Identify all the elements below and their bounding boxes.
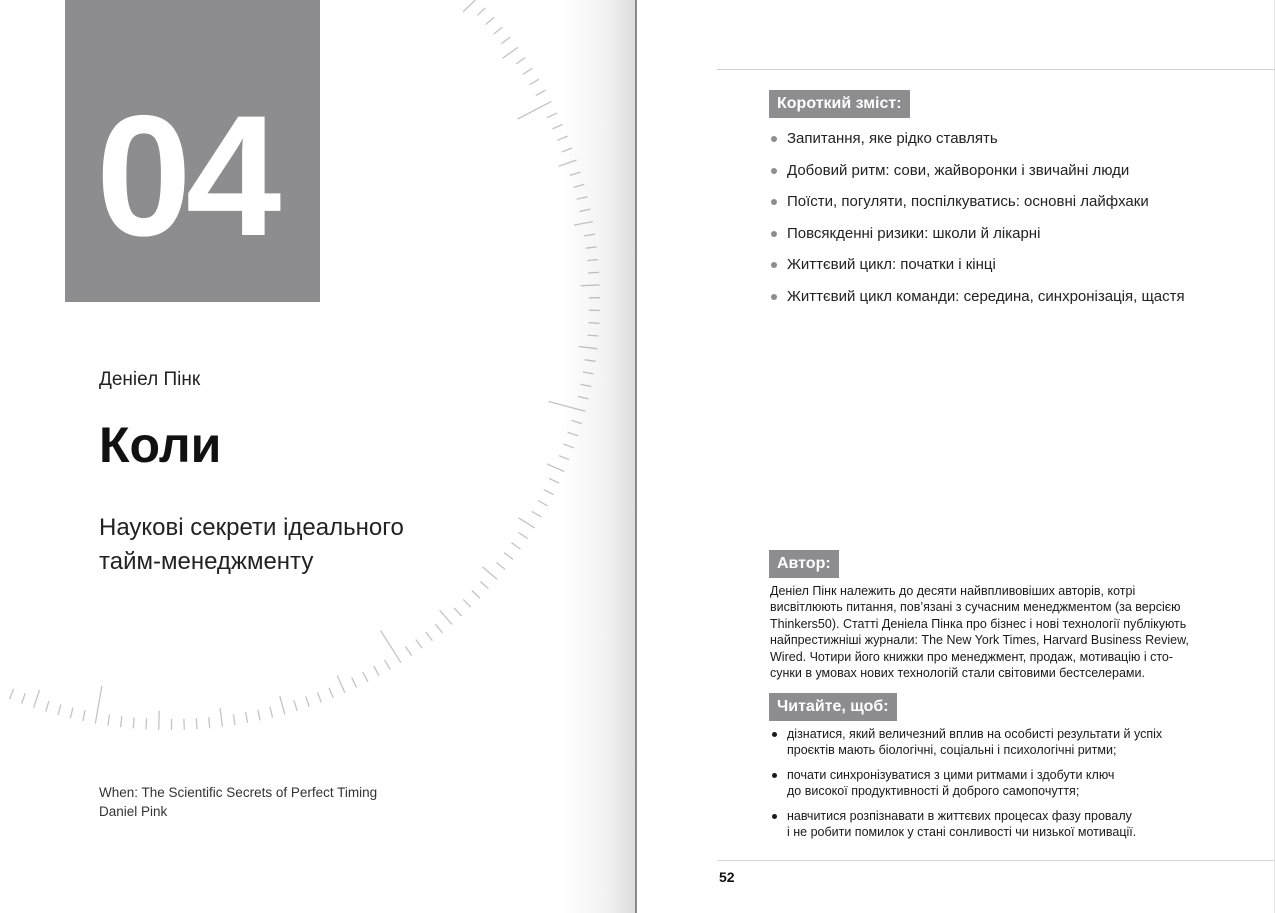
- dial-tick: [483, 567, 498, 579]
- dial-tick: [46, 701, 49, 712]
- book-title: Коли: [99, 417, 222, 473]
- top-rule: [717, 69, 1275, 70]
- dial-tick: [280, 696, 285, 714]
- dial-tick: [486, 17, 494, 24]
- item-line: проєктів мають біологічні, соціальні і психологічні ритми;: [787, 743, 1117, 758]
- list-item: Повсякденні ризики: школи й лікарні: [770, 223, 1185, 255]
- book-subtitle: [99, 511, 479, 579]
- dial-tick: [374, 666, 379, 676]
- dial-tick: [530, 79, 540, 85]
- list-item: Поїсти, погуляти, поспілкуватись: основні лайфхаки: [770, 191, 1185, 223]
- dial-tick: [196, 718, 197, 729]
- list-item: Запитання, яке рідко ставлять: [770, 128, 1185, 160]
- chapter-number: 04: [96, 80, 276, 272]
- list-item: [770, 808, 1162, 841]
- dial-tick: [246, 712, 248, 723]
- dial-tick: [70, 708, 73, 719]
- dial-tick: [352, 678, 357, 688]
- list-item: Життєвий цикл: початки і кінці: [770, 254, 1185, 286]
- dial-tick: [494, 27, 503, 34]
- read-list: [770, 726, 1162, 848]
- dial-tick: [440, 610, 453, 624]
- right-page: [637, 0, 1275, 913]
- dial-tick: [454, 608, 462, 616]
- dial-tick: [306, 696, 310, 706]
- gutter-shadow: [560, 0, 637, 913]
- dial-tick: [549, 478, 559, 483]
- list-item: [770, 767, 1162, 800]
- dial-tick: [270, 707, 273, 718]
- original-author: Daniel Pink: [99, 804, 168, 819]
- bio-line: Thinkers50). Статті Деніела Пінка про бізнес і нові технології публікують: [770, 616, 1187, 631]
- dial-tick: [317, 692, 321, 702]
- dial-tick: [406, 647, 412, 656]
- item-line: до високої продуктивності й доброго самопочуття;: [787, 784, 1080, 799]
- dial-tick: [381, 631, 401, 663]
- bio-line: Wired. Чотири його книжки про менеджмент, продаж, мотивацію і сто-: [770, 649, 1174, 664]
- dial-tick: [538, 501, 548, 506]
- dial-tick: [58, 705, 61, 716]
- bio-line: Деніел Пінк належить до десяти найвпливовіших авторів, котрі: [770, 584, 1136, 598]
- dial-tick: [363, 672, 368, 682]
- dial-tick: [544, 490, 554, 495]
- dial-tick: [34, 690, 40, 708]
- dial-tick: [463, 0, 477, 12]
- item-line: почати синхронізуватися з цими ритмами і здобути ключ: [787, 767, 1115, 782]
- author-bio: [770, 583, 1190, 681]
- dial-tick: [385, 660, 391, 670]
- dial-tick: [536, 90, 546, 95]
- dial-tick: [502, 37, 511, 44]
- dial-tick: [416, 639, 422, 648]
- dial-tick: [83, 710, 85, 721]
- book-author: Деніел Пінк: [99, 369, 201, 390]
- dial-tick: [519, 518, 535, 528]
- list-item: [770, 726, 1162, 759]
- dial-tick: [532, 511, 542, 517]
- dial-tick: [519, 533, 528, 539]
- dial-tick: [121, 716, 122, 727]
- dial-tick: [463, 599, 471, 607]
- dial-tick: [472, 591, 480, 599]
- dial-tick: [22, 693, 26, 703]
- original-edition: [99, 783, 377, 821]
- dial-tick: [504, 553, 513, 560]
- bottom-rule: [717, 860, 1275, 861]
- bio-line: сунки в умовах нових технологій стали світовими бестселерами.: [770, 666, 1145, 681]
- bio-line: висвітлюють питання, пов’язані з сучасним менеджментом (за версією: [770, 600, 1181, 615]
- list-item: Життєвий цикл команди: середина, синхронізація, щастя: [770, 286, 1185, 318]
- dial-tick: [233, 714, 235, 725]
- dial-tick: [146, 718, 147, 729]
- summary-heading: Короткий зміст:: [769, 90, 910, 118]
- dial-tick: [512, 543, 521, 549]
- left-page: [0, 0, 637, 913]
- summary-list: [770, 128, 1185, 318]
- dial-tick: [294, 700, 297, 711]
- bio-line: найпрестижніші журнали: The New York Times, Harvard Business Review,: [770, 633, 1189, 648]
- dial-tick: [209, 717, 210, 728]
- dial-tick: [108, 715, 110, 726]
- dial-tick: [426, 632, 433, 641]
- dial-tick: [258, 710, 260, 721]
- read-heading: Читайте, щоб:: [769, 693, 897, 721]
- item-line: і не робити помилок у стані сонливості чи низької мотивації.: [787, 825, 1137, 840]
- dial-tick: [523, 68, 532, 74]
- list-item: Добовий ритм: сови, жайворонки і звичайні люди: [770, 160, 1185, 192]
- dial-tick: [159, 711, 160, 730]
- dial-tick: [480, 582, 488, 589]
- dial-tick: [95, 686, 102, 724]
- dial-tick: [503, 47, 518, 58]
- subtitle-line: Наукові секрети ідеального: [99, 514, 404, 541]
- dial-tick: [477, 8, 485, 16]
- dial-tick: [497, 563, 506, 570]
- dial-tick: [133, 718, 134, 729]
- item-line: дізнатися, який величезний вплив на особисті результати й успіх: [787, 727, 1163, 741]
- dial-tick: [435, 624, 442, 633]
- dial-tick: [220, 708, 222, 727]
- dial-tick: [547, 113, 557, 118]
- dial-tick: [329, 688, 333, 698]
- author-heading: Автор:: [769, 550, 839, 578]
- page-number: 52: [719, 869, 735, 885]
- subtitle-line: тайм-менеджменту: [99, 548, 314, 575]
- dial-tick: [518, 101, 552, 119]
- dial-tick: [10, 689, 14, 699]
- dial-tick: [337, 676, 345, 693]
- original-title: When: The Scientific Secrets of Perfect Timing: [99, 785, 378, 800]
- dial-tick: [516, 58, 525, 64]
- item-line: навчитися розпізнавати в життєвих процесах фазу провалу: [787, 808, 1132, 823]
